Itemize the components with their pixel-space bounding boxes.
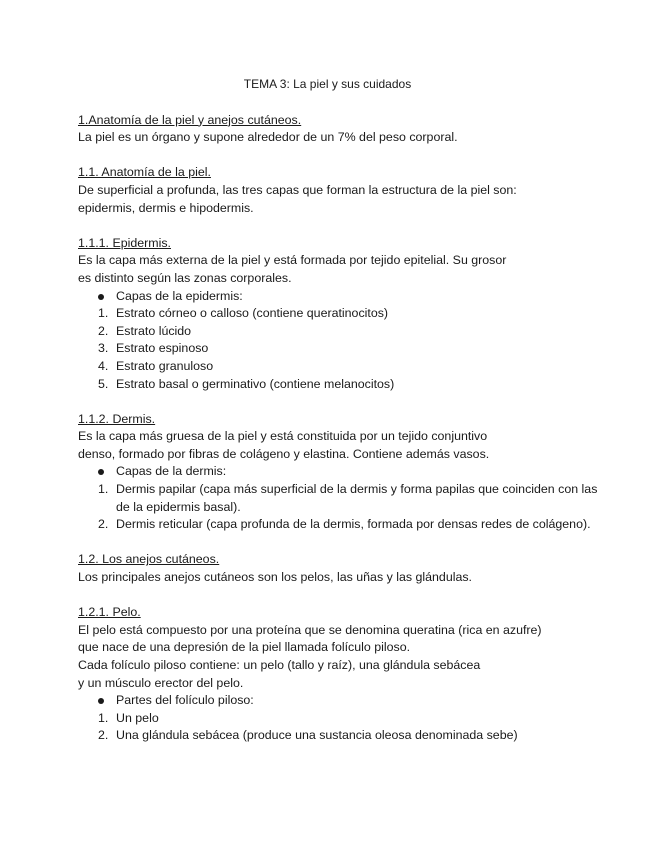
paragraph-line: que nace de una depresión de la piel llamada folículo piloso. [78, 640, 411, 655]
list-item [78, 727, 598, 745]
list-number: 1. [98, 710, 109, 725]
paragraph-line: La piel es un órgano y supone alrededor de un 7% del peso corporal. [78, 130, 458, 145]
list-number: 1. [98, 482, 109, 497]
list-item-text: Dermis papilar (capa más superficial de la dermis y forma papilas que coinciden con las de la epidermis basal). [116, 482, 598, 514]
section-heading: 1.1.2. Dermis. [78, 411, 156, 426]
bullet-item: Capas de la dermis: [78, 463, 598, 481]
section-anatomy-overview [78, 112, 598, 147]
bullet-list [78, 463, 598, 481]
bullet-list [78, 692, 598, 710]
list-item-text: Un pelo [116, 710, 159, 725]
bullet-item: Capas de la epidermis: [78, 288, 598, 306]
section-skin-appendages [78, 551, 598, 586]
section-heading: 1.Anatomía de la piel y anejos cutáneos. [78, 112, 302, 127]
paragraph-line: El pelo está compuesto por una proteína que se denomina queratina (rica en azufre) [78, 622, 542, 637]
paragraph-line: Cada folículo piloso contiene: un pelo (tallo y raíz), una glándula sebácea [78, 658, 481, 672]
bullet-list [78, 288, 598, 306]
list-number: 1. [98, 306, 109, 321]
list-item [78, 376, 598, 394]
paragraph-line: De superficial a profunda, las tres capas que forman la estructura de la piel son: [78, 182, 517, 197]
numbered-list [78, 481, 598, 534]
list-number: 2. [98, 517, 109, 532]
list-item [78, 516, 598, 534]
list-item-text: Estrato granuloso [116, 358, 214, 373]
list-item [78, 710, 598, 728]
section-heading: 1.1.1. Epidermis. [78, 235, 171, 250]
bullet-item: Partes del folículo piloso: [78, 692, 598, 710]
section-hair [78, 604, 598, 745]
list-number: 2. [98, 728, 109, 743]
paragraph-line: Los principales anejos cutáneos son los pelos, las uñas y las glándulas. [78, 570, 472, 585]
numbered-list [78, 305, 598, 393]
list-item-text: Estrato basal o germinativo (contiene melanocitos) [116, 376, 395, 391]
document-title: TEMA 3: La piel y sus cuidados [243, 77, 412, 91]
list-item-text: Estrato córneo o calloso (contiene queratinocitos) [116, 306, 389, 321]
list-item-text: Una glándula sebácea (produce una sustancia oleosa denominada sebe) [116, 728, 518, 743]
list-item [78, 481, 598, 516]
section-heading: 1.2. Los anejos cutáneos. [78, 552, 220, 567]
list-item [78, 358, 598, 376]
list-item-text: Estrato espinoso [116, 341, 209, 356]
list-number: 5. [98, 376, 109, 391]
list-item [78, 323, 598, 341]
section-skin-anatomy [78, 164, 598, 217]
paragraph-line: Es la capa más externa de la piel y está formada por tejido epitelial. Su grosor [78, 253, 507, 268]
list-number: 3. [98, 341, 109, 356]
section-heading: 1.1. Anatomía de la piel. [78, 165, 211, 180]
section-heading: 1.2.1. Pelo. [78, 605, 141, 620]
paragraph-line: epidermis, dermis e hipodermis. [78, 200, 254, 215]
paragraph-line: denso, formado por fibras de colágeno y elastina. Contiene además vasos. [78, 446, 490, 461]
paragraph-line: y un músculo erector del pelo. [78, 675, 244, 690]
document-page [78, 76, 598, 763]
section-dermis [78, 411, 598, 534]
list-item [78, 305, 598, 323]
section-epidermis [78, 235, 598, 393]
list-item-text: Estrato lúcido [116, 323, 192, 338]
list-item-text: Dermis reticular (capa profunda de la dermis, formada por densas redes de colágeno). [116, 517, 591, 532]
paragraph-line: es distinto según las zonas corporales. [78, 270, 292, 285]
paragraph-line: Es la capa más gruesa de la piel y está constituida por un tejido conjuntivo [78, 429, 488, 444]
numbered-list [78, 710, 598, 745]
list-number: 4. [98, 358, 109, 373]
list-number: 2. [98, 323, 109, 338]
list-item [78, 340, 598, 358]
